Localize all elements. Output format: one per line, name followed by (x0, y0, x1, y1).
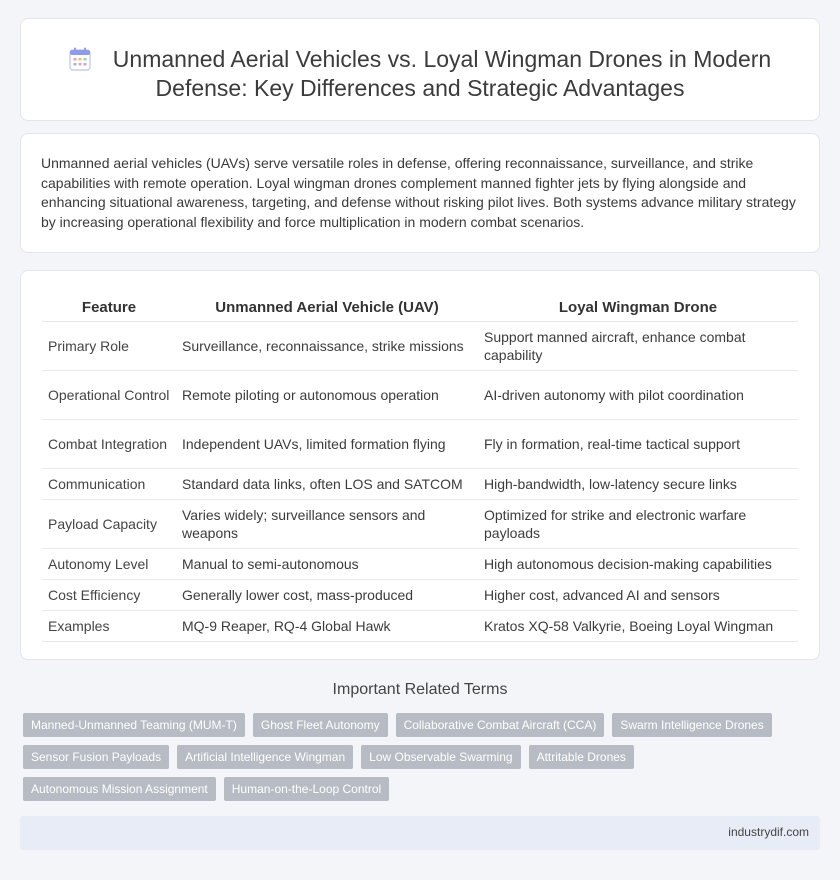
related-term-tag[interactable]: Manned-Unmanned Teaming (MUM-T) (23, 713, 245, 737)
feature-cell: Examples (42, 610, 176, 641)
table-row (42, 321, 798, 370)
uav-cell: Standard data links, often LOS and SATCOM (176, 468, 478, 499)
footer-site-link[interactable]: industrydif.com (728, 825, 809, 839)
intro-card (20, 133, 820, 253)
table-row (42, 468, 798, 499)
related-terms-title: Important Related Terms (332, 681, 508, 698)
calendar-grid-icon (69, 47, 91, 71)
intro-paragraph: Unmanned aerial vehicles (UAVs) serve versatile roles in defense, offering reconnaissance, surveillance, and strike capabilities with remote operation. Loyal wingman drones complement manned fighter jets by flying alongside and enhancing situational awareness, targeting, and defense without risking pilot lives. Both systems advance military strategy by increasing operational flexibility and force multiplication in modern combat scenarios. (41, 155, 796, 230)
feature-cell: Autonomy Level (42, 548, 176, 579)
wingman-cell: Kratos XQ-58 Valkyrie, Boeing Loyal Wingman (478, 610, 798, 641)
page-title (21, 43, 819, 103)
related-term-tag[interactable]: Autonomous Mission Assignment (23, 777, 216, 801)
title-line-2: Defense: Key Differences and Strategic Advantages (155, 75, 685, 101)
header-loyal-wingman: Loyal Wingman Drone (478, 295, 798, 321)
related-term-tag[interactable]: Ghost Fleet Autonomy (253, 713, 388, 737)
header-feature: Feature (42, 295, 176, 321)
table-header-row (42, 295, 798, 321)
uav-cell: Remote piloting or autonomous operation (176, 370, 478, 419)
feature-cell: Combat Integration (42, 419, 176, 468)
feature-cell: Communication (42, 468, 176, 499)
comparison-card (20, 270, 820, 660)
feature-cell: Operational Control (42, 370, 176, 419)
uav-cell: Varies widely; surveillance sensors and weapons (176, 499, 478, 548)
related-term-tag[interactable]: Sensor Fusion Payloads (23, 745, 169, 769)
wingman-cell: Higher cost, advanced AI and sensors (478, 579, 798, 610)
feature-cell: Cost Efficiency (42, 579, 176, 610)
related-term-tag[interactable]: Swarm Intelligence Drones (612, 713, 771, 737)
feature-cell: Primary Role (42, 321, 176, 370)
footer-bar (20, 816, 820, 850)
wingman-cell: AI-driven autonomy with pilot coordination (478, 370, 798, 419)
wingman-cell: Optimized for strike and electronic warfare payloads (478, 499, 798, 548)
related-term-tag[interactable]: Low Observable Swarming (361, 745, 520, 769)
table-row (42, 610, 798, 641)
table-row (42, 370, 798, 419)
uav-cell: Independent UAVs, limited formation flying (176, 419, 478, 468)
related-term-tag[interactable]: Human-on-the-Loop Control (224, 777, 389, 801)
wingman-cell: Fly in formation, real-time tactical support (478, 419, 798, 468)
table-row (42, 419, 798, 468)
related-terms-list (23, 713, 803, 801)
title-card (20, 18, 820, 121)
header-uav: Unmanned Aerial Vehicle (UAV) (176, 295, 478, 321)
related-term-tag[interactable]: Artificial Intelligence Wingman (177, 745, 353, 769)
uav-cell: Surveillance, reconnaissance, strike missions (176, 321, 478, 370)
table-row (42, 579, 798, 610)
uav-cell: Manual to semi-autonomous (176, 548, 478, 579)
title-line-1: Unmanned Aerial Vehicles vs. Loyal Wingman Drones in Modern (112, 46, 772, 72)
uav-cell: MQ-9 Reaper, RQ-4 Global Hawk (176, 610, 478, 641)
table-row (42, 548, 798, 579)
related-term-tag[interactable]: Collaborative Combat Aircraft (CCA) (396, 713, 605, 737)
related-term-tag[interactable]: Attritable Drones (529, 745, 634, 769)
wingman-cell: High autonomous decision-making capabilities (478, 548, 798, 579)
wingman-cell: Support manned aircraft, enhance combat capability (478, 321, 798, 370)
uav-cell: Generally lower cost, mass-produced (176, 579, 478, 610)
feature-cell: Payload Capacity (42, 499, 176, 548)
table-row (42, 499, 798, 548)
comparison-table (42, 295, 798, 642)
wingman-cell: High-bandwidth, low-latency secure links (478, 468, 798, 499)
